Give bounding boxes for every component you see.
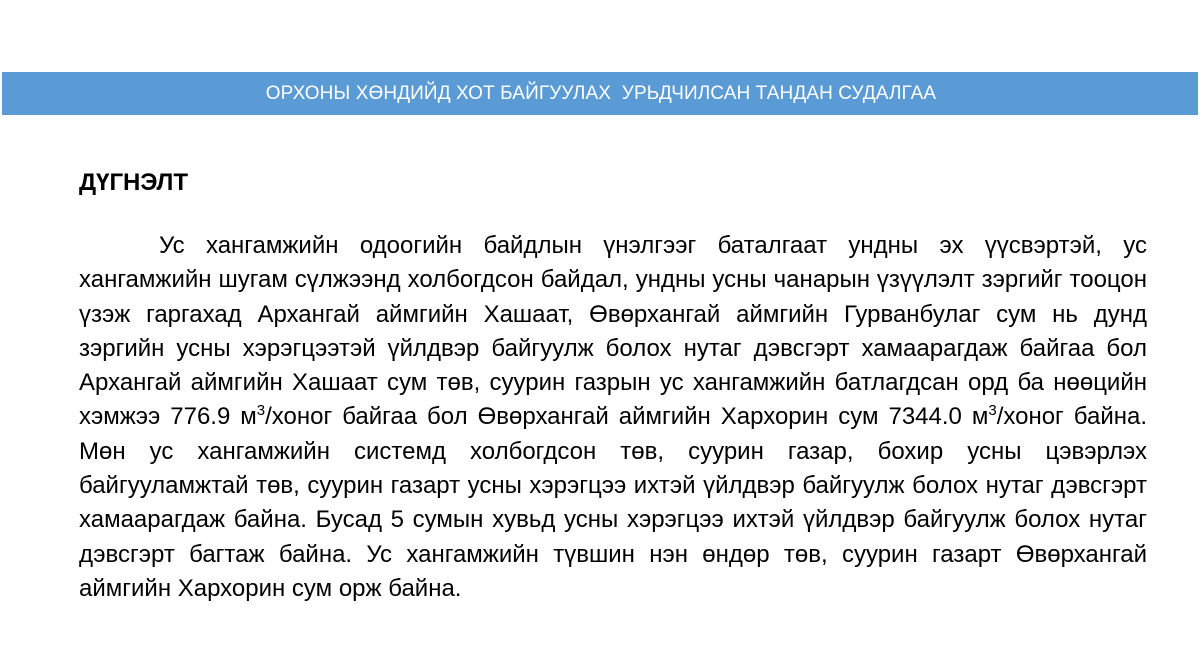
document-header-band: [2, 72, 1198, 115]
paragraph-text-part-3: /хоног байна. Мөн ус хангамжийн системд холбогдсон төв, суурин газар, бохир усны цэвэрлэх байгууламжтай төв, суурин газарт усны хэрэгцээ ихтэй үйлдвэр байгуулж болох нутаг дэвсгэрт хамаарагдаж байна. Бусад 5 сумын хувьд усны хэрэгцээ ихтэй үйлдвэр байгуулж болох нутаг дэвсгэрт багтаж байна. Ус хангамжийн түвшин нэн өндөр төв, суурин газарт Өвөрхангай аймгийн Хархорин сум орж байна.: [79, 403, 1147, 602]
cubic-superscript-1: 3: [256, 402, 266, 420]
paragraph-text-part-2: /хоног байгаа бол Өвөрхангай аймгийн Хархорин сум 7344.0 м: [265, 403, 989, 431]
section-heading: ДҮГНЭЛТ: [79, 169, 189, 196]
cubic-superscript-2: 3: [988, 402, 997, 420]
document-header-title: ОРХОНЫ ХӨНДИЙД ХОТ БАЙГУУЛАХ УРЬДЧИЛСАН ТАНДАН СУДАЛГАА: [265, 82, 937, 104]
paragraph-text-part-1: Ус хангамжийн одоогийн байдлын үнэлгээг баталгаат ундны эх үүсвэртэй, ус хангамжийн шугам сүлжээнд холбогдсон байдал, ундны усны чанарын үзүүлэлт зэргийг тооцон үзэж гаргахад Архангай аймгийн Хашаат, Өвөрхангай аймгийн Гурванбулаг сум нь дунд зэргийн усны хэрэгцээтэй үйлдвэр байгуулж болох нутаг дэвсгэрт хамаарагдаж байгаа бол Архангай аймгийн Хашаат сум төв, суурин газрын ус хангамжийн батлагдсан орд ба нөөцийн хэмжээ 776.9 м: [79, 232, 1147, 431]
conclusion-paragraph: [79, 229, 1147, 606]
